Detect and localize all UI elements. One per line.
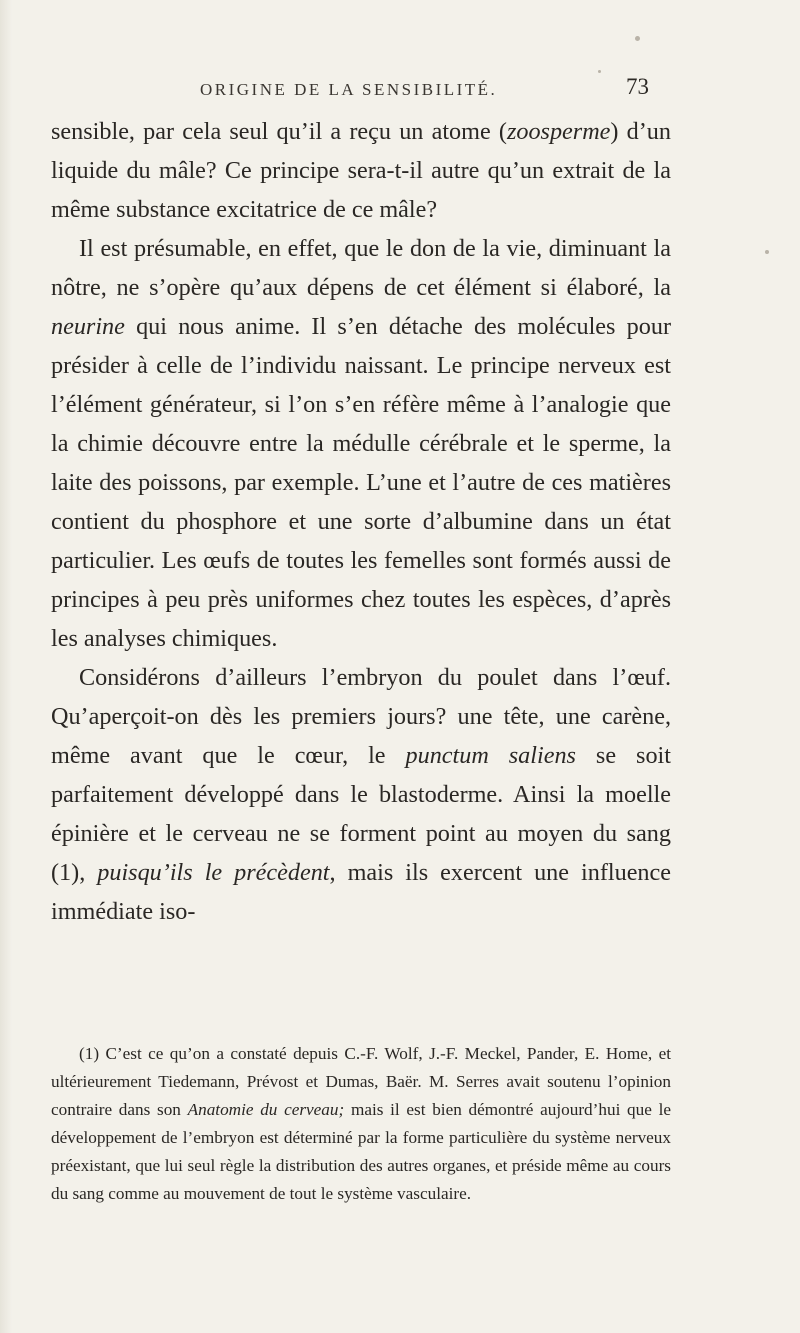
main-text: [51, 112, 671, 931]
paragraph: [51, 112, 671, 229]
paragraph: [51, 658, 671, 931]
text-run: Il est présumable, en effet, que le don de la vie, diminuant la nôtre, ne s’opère qu’aux dépens de cet élément si élaboré, la: [51, 235, 671, 301]
paper-speck: [765, 250, 769, 254]
paper-speck: [598, 70, 601, 73]
italic-text: zoosperme: [506, 118, 611, 145]
text-run: se soit parfaitement développé dans le blastoderme. Ainsi la moelle épinière et le cerveau ne se forment point au moyen du sang (1),: [51, 742, 671, 886]
italic-text: Anatomie du cerveau;: [187, 1100, 345, 1119]
paper-speck: [635, 36, 640, 41]
italic-text: puisqu’ils le précèdent: [97, 859, 330, 886]
text-run: sensible, par cela seul qu’il a reçu un atome (: [51, 118, 507, 145]
page-number: 73: [626, 74, 649, 99]
footnote: [51, 1040, 671, 1208]
text-run: qui nous anime. Il s’en détache des molécules pour présider à celle de l’individu naissant. Le principe nerveux est l’élément générateur, si l’on s’en réfère même à l’analogie que la chimie découvre entre la médulle cérébrale et le sperme, la laite des poissons, par exemple. L’une et l’autre de ces matières contient du phosphore et une sorte d’albumine dans un état particulier. Les œufs de toutes les femelles sont formés aussi de principes à peu près uniformes chez toutes les espèces, d’après les analyses chimiques.: [51, 313, 671, 652]
italic-text: punctum saliens: [405, 742, 576, 769]
italic-text: neurine: [51, 313, 125, 340]
text-run: (1) C’est ce qu’on a constaté depuis C.-F. Wolf, J.-F. Meckel, Pander, E. Home, et ultérieurement Tiedemann, Prévost et Dumas, Baër. M. Serres avait soutenu l’opinion contraire dans son: [51, 1044, 671, 1119]
text-run: mais il est bien démontré aujourd’hui que le développement de l’embryon est déterminé par la forme particulière du système nerveux préexistant, que lui seul règle la distribution des autres organes, et préside même au cours du sang comme au mouvement de tout le système vasculaire.: [51, 1100, 671, 1203]
paragraph: [51, 229, 671, 658]
page-gutter-shadow: [0, 0, 12, 1333]
running-title: ORIGINE DE LA SENSIBILITÉ.: [200, 80, 498, 99]
text-run: Considérons d’ailleurs l’embryon du poulet dans l’œuf. Qu’aperçoit-on dès les premiers jours? une tête, une carène, même avant que le cœur, le: [51, 664, 671, 769]
text-run: ) d’un liquide du mâle? Ce principe sera-t-il autre qu’un extrait de la même substance excitatrice de ce mâle?: [51, 118, 671, 223]
text-run: , mais ils exercent une influence immédiate iso-: [51, 859, 671, 925]
